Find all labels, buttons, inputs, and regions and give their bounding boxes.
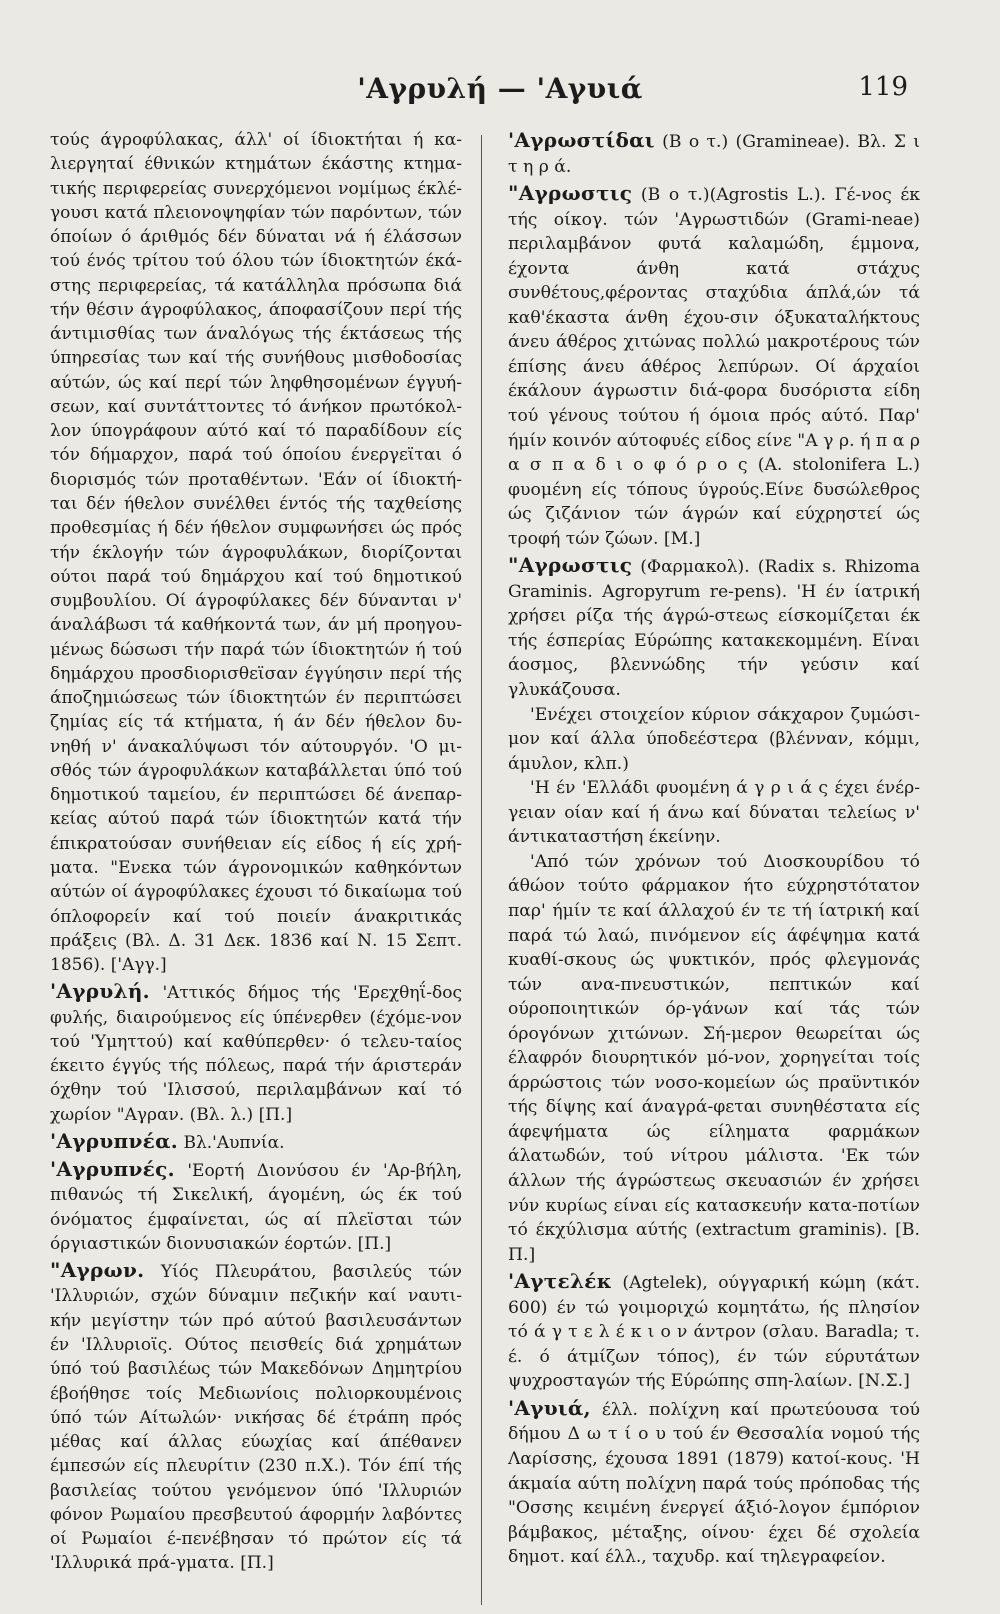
entry-agryli xyxy=(50,979,462,1127)
headword: 'Αγρυλή. xyxy=(50,979,150,1004)
entry-paragraph: 'Ενέχει στοιχείον κύριον σάκχαρον ζυμώσι-μον καί άλλα ύποδεέστερα (βλένναν, κόμμι, άμυλον, κλπ.) xyxy=(508,704,920,774)
headword: 'Αγρυπνέα. xyxy=(50,1128,179,1153)
entry-paragraph: 'Η έν 'Ελλάδι φυομένη ά γ ρ ι ά ς έχει ένέρ-γειαν οίαν καί ή άνω καί δύναται τελείως ν' άντικαταστήση έκείνην. xyxy=(508,778,920,848)
entry-paragraph: 'Από τών χρόνων τού Διοσκουρίδου τό άθώον τούτο φάρμακον ήτο εύχρηστότατον παρ' ήμίν τε καί άλλαχού έν τε τή ίατρική καί παρά τώ λαώ, πινόμενον είς άφέψημα κατά κυαθί-σκους ώς ψυκτικόν, πρός φλεγμονάς τών ανα-πνευστικών, πεπτικών καί ούροποιητικών όρ-γάνων καί τάς τών όρογόνων χιτώνων. Σή-μερον θεωρείται ώς έλαφρόν διουρητικόν μό-νον, χορηγείται τοίς άρρώστοις τών νοσο-κομείων ώς πραϋντικόν τής δίψης καί άναγρά-φεται συνηθέστατα είς άφεψήματα ώς είληματα φαρμάκων άλατωδών, τού νίτρου μάλιστα. 'Εκ τών άλλων τής άγρώστεως σκευασιών έν χρήσει νύν κυρίως είναι είς κατασκευήν κατα-ποτίων τό έκχύλισμα αύτής (extractum graminis). [Β. Π.] xyxy=(508,851,920,1265)
entry-agrypnes xyxy=(50,1157,462,1256)
running-title: 'Αγρυλή — 'Αγυιά xyxy=(357,72,643,105)
column-divider xyxy=(481,135,482,1605)
entry-agrostidai xyxy=(508,128,920,179)
entry-text: (Agtelek), ούγγαρική κώμη (κάτ. 600) έν τώ γοιμοριχώ κομητάτω, ής πλησίον τό ά γ τ ε λ έ κ ι ο ν άντρον (σλαυ. Baradla; τ. έ. ό άτμίζων τόπος), έν τών εύρυτάτων ψυχροσταγών τής Εύρώπης σπη-λαίων. [Ν.Σ.] xyxy=(508,1273,920,1392)
headword: 'Αγυιά, xyxy=(508,1395,591,1420)
entry-agron xyxy=(50,1258,462,1575)
entry-text: Βλ.'Αυπνία. xyxy=(183,1132,285,1153)
entry-text: 'Αττικός δήμος τής 'Ερεχθηΐ-δος φυλής, διαιρούμενος είς ύπένερθεν (έχόμε-νον τού 'Υμηττού) καί καθύπερθεν· ό τελευ-ταίος έκειτο έγγύς τής πόλεως, παρά τήν άριστεράν όχθην τού 'Ιλισσού, περιλαμβάνων καί τό χωρίον "Αγραν. (Βλ. λ.) [Π.] xyxy=(50,983,463,1125)
entry-agrostis-pharmacology xyxy=(508,553,920,1267)
entry-agtelek xyxy=(508,1269,920,1394)
entry-agrostis-botany xyxy=(508,181,920,551)
entry-continuation xyxy=(50,128,462,977)
entry-agrypnea xyxy=(50,1129,462,1155)
headword: 'Αγρυπνές. xyxy=(50,1157,175,1182)
left-column xyxy=(50,128,462,1576)
page-header xyxy=(0,72,1000,112)
entry-text: (Β ο τ.) (Gramineae). Βλ. Σ ι τ η ρ ά. xyxy=(508,132,920,177)
entry-text: Υίός Πλευράτου, βασιλεύς τών 'Ιλλυριών, σχών δύναμιν πεζικήν καί ναυτι-κήν μεγίστην τών πρό αύτού βασιλευσάντων έν 'Ιλλυριοϊς. Ούτος πεισθείς διά χρημάτων ύπό τού βασιλέως τών Μακεδόνων Δημητρίου έβοήθησε τοίς Μεδιωνίοις πολιορκουμένοις ύπό τών Αίτωλών· νικήσας δέ έτράπη πρός μέθας καί άλλας εύωχίας καί άπέθανεν έμπεσών είς πλευρίτιν (230 π.Χ.). Τόν έπί τής βασιλείας τούτου γενόμενον ύπό 'Ιλλυριών φόνον Ρωμαίου πρεσβευτού άφορμήν λαβόντες οί Ρωμαίοι έ-πενέβησαν τό πρώτον είς τά 'Ιλλυρικά πρά-γματα. [Π.] xyxy=(50,1262,462,1574)
entry-text: (Φαρμακολ). (Radix s. Rhizoma Graminis. Agropyrum re-pens). 'Η έν ίατρική χρήσει ρίζα τής άγρώ-στεως είσκομίζεται έκ τής έσπερίας Εύρώπης κατακεκομμένη. Είναι άοσμος, βλεννώδης τήν γεύσιν καί γλυκάζουσα. xyxy=(508,557,921,701)
headword: 'Αγτελέκ xyxy=(508,1269,613,1294)
headword: "Αγρωστις xyxy=(508,553,633,578)
headword: 'Αγρωστίδαι xyxy=(508,128,655,152)
headword: "Αγρων. xyxy=(50,1258,145,1283)
entry-text: 'Εορτή Διονύσου έν 'Αρ-βήλη, πιθανώς τή Σικελική, άγομένη, ώς έκ τού όνόματος έμφαίνεται, ώς αί πλεϊσται τών όργιαστικών διονυσιακών έορτών. [Π.] xyxy=(50,1161,463,1254)
right-column xyxy=(508,128,920,1570)
entry-text: τούς άγροφύλακας, άλλ' οί ίδιοκτήται ή κα-λιεργηταί έθνικών κτημάτων έκάστης κτημα-τικής περιφερείας συνερχόμενοι νομίμως έκλέ-γουσι κατά πλειονοψηφίαν τών παρόντων, τών όποίων ό άριθμός δέν δύναται νά ή έλάσσων τού ένός τρίτου τού όλου τών ίδιοκτητών έκά-στης περιφερείας, τά κατάλληλα πρόσωπα διά τήν θέσιν άγροφύλακος, άποφασίζουν περί τής άντιμισθίας των άναλόγως τής έκτάσεως τής ύπηρεσίας των καί τής συνήθους μισθοδοσίας αύτών, ώς καί περί τών ληφθησομένων έγγυή-σεων, καί συντάττοντες τό άνήκον πρωτόκολ-λον ύπογράφουν αύτό καί τό παραδίδουν είς τόν δήμαρχον, παρά τού όποίου ένεργεϊται ό διορισμός τών προταθέντων. 'Εάν οί ίδιοκτή-ται δέν ήθελον συνέλθει έντός τής ταχθείσης προθεσμίας ή δέν ήθελον συμφωνήσει ώς πρός τήν έκλογήν τών άγροφυλάκων, διορίζονται ούτοι παρά τού δημάρχου καί τού δημοτικού συμβουλίου. Οί άγροφύλακες δέν δύνανται ν' άναλάβωσι τά καθήκοντά των, άν μή προηγου-μένως δώσωσι τήν παρά τών ίδιοκτητών ή τού δημάρχου προσδιορισθεϊσαν έγγύησιν περί τής άποζημιώσεως τών ίδιοκτητών έν περιπτώσει ζημίας είς τά κτήματα, ή άν δέν ήθελον δυ-νηθή ν' άνακαλύψωσι τόν αύτουργόν. 'Ο μι-σθός τών άγροφυλάκων καταβάλλεται ύπό τού δημοτικού ταμείου, έν περιπτώσει δέ άνεπαρ-κείας αύτού παρά τών ίδιοκτητών κατά τήν έπικρατούσαν συνήθειαν είς είδος ή είς χρή-ματα. "Ενεκα τών άγρονομικών καθηκόντων αύτών οί άγροφύλακες έχουσι τό δικαίωμα τού όπλοφορείν καί τού ποιείν άνακριτικάς πράξεις (Βλ. Δ. 31 Δεκ. 1836 καί Ν. 15 Σεπτ. 1856). ['Αγγ.] xyxy=(50,130,462,976)
entry-text: (Β ο τ.)(Agrostis L.). Γέ-νος έκ τής οίκογ. τών 'Αγρωστιδών (Grami-neae) περιλαμβάνον φυτά καλαμώδη, έμμονα, έχοντα άνθη κατά στάχυς συνθέτους,φέροντας σταχύδια άπλά,ών τά καθ'έκαστα άνθη έχου-σιν όξυκαταλήκτους άνευ άθέρος χιτώνας πολλώ μακροτέρους τών έπίσης άνευ άθέρος λεπύρων. Οί άρχαίοι έκάλουν άγρωστιν διά-φορα δυσόριστα είδη τού γένους τούτου ή όμοια πρός αύτό. Παρ' ήμίν κοινόν αύτοφυές είδος είνε "Α γ ρ. ή π α ρ α σ π α δ ι ο φ ό ρ ο ς (A. stolonifera L.) φυομένη είς τόπους ύγρούς.Είνε δυσώλεθρος ώς ζιζάνιον τών άγρών καί εύχρηστεί ώς τροφή τών ζώων. [Μ.] xyxy=(508,185,920,549)
page-number: 119 xyxy=(858,72,908,102)
entry-text: έλλ. πολίχνη καί πρωτεύουσα τού δήμου Δ ω τ ί ο υ τού έν Θεσσαλία νομού τής Λαρίσσης, έχουσα 1891 (1879) κατοί-κους. 'Η άκμαία αύτη πολίχνη παρά τούς πρόποδας τής "Οσσης κειμένη ένεργεί άξιό-λογον έμπόριον βάμβακος, μέταξης, οίνου· έχει δέ σχολεία δημοτ. καί έλλ., ταχυδρ. καί τηλεγραφείον. xyxy=(508,1399,920,1568)
entry-agyia xyxy=(508,1396,920,1570)
headword: "Αγρωστις xyxy=(508,181,633,206)
